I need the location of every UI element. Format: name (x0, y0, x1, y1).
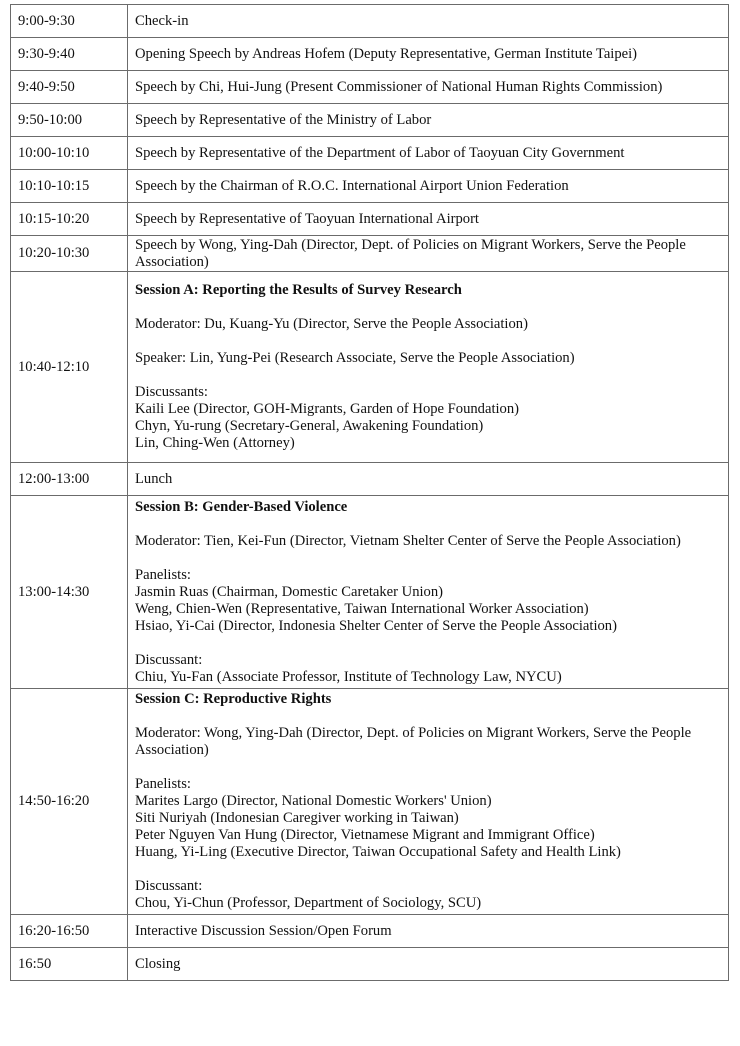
agenda-row (11, 915, 729, 948)
time-cell: 10:00-10:10 (11, 137, 128, 170)
time-cell: 9:00-9:30 (11, 5, 128, 38)
description-cell: Speech by Wong, Ying-Dah (Director, Dept. of Policies on Migrant Workers, Serve the People Association) (128, 236, 729, 272)
description-cell: Interactive Discussion Session/Open Forum (128, 915, 729, 948)
session-c-details (128, 689, 729, 915)
session-a-row (11, 272, 729, 463)
description-cell: Speech by Representative of Taoyuan International Airport (128, 203, 729, 236)
time-cell: 9:30-9:40 (11, 38, 128, 71)
time-cell: 12:00-13:00 (11, 463, 128, 496)
session-b-panelist: Jasmin Ruas (Chairman, Domestic Caretaker Union) (135, 583, 444, 600)
agenda-table (10, 4, 729, 981)
session-b-discussant: Chiu, Yu-Fan (Associate Professor, Institute of Technology Law, NYCU) (135, 668, 562, 685)
session-a-discussant: Kaili Lee (Director, GOH-Migrants, Garden of Hope Foundation) (135, 401, 520, 417)
time-cell: 16:50 (11, 948, 128, 981)
session-c-discussant-label: Discussant: (135, 878, 203, 894)
session-c-row (11, 689, 729, 915)
session-a-speaker: Speaker: Lin, Yung-Pei (Research Associate, Serve the People Association) (135, 350, 575, 366)
agenda-row (11, 137, 729, 170)
time-cell: 10:15-10:20 (11, 203, 128, 236)
session-a-discussant: Chyn, Yu-rung (Secretary-General, Awakening Foundation) (135, 418, 484, 434)
session-b-discussant-label: Discussant: (135, 651, 203, 668)
time-cell: 16:20-16:50 (11, 915, 128, 948)
description-cell: Lunch (128, 463, 729, 496)
session-b-panelists-label: Panelists: (135, 566, 191, 583)
description-cell: Speech by Representative of the Department of Labor of Taoyuan City Government (128, 137, 729, 170)
agenda-row (11, 5, 729, 38)
agenda-row (11, 203, 729, 236)
session-c-panelist: Marites Largo (Director, National Domestic Workers' Union) (135, 793, 492, 809)
session-c-panelist: Huang, Yi-Ling (Executive Director, Taiwan Occupational Safety and Health Link) (135, 844, 621, 860)
time-cell: 9:50-10:00 (11, 104, 128, 137)
agenda-row (11, 948, 729, 981)
session-c-time: 14:50-16:20 (11, 689, 128, 915)
agenda-row (11, 71, 729, 104)
session-a-title: Session A: Reporting the Results of Survey Research (135, 282, 462, 298)
session-c-moderator: Moderator: Wong, Ying-Dah (Director, Dept. of Policies on Migrant Workers, Serve the People Association) (135, 725, 692, 758)
agenda-row (11, 463, 729, 496)
session-c-panelist: Peter Nguyen Van Hung (Director, Vietnamese Migrant and Immigrant Office) (135, 827, 595, 843)
session-c-panelists-label: Panelists: (135, 776, 191, 792)
session-b-time: 13:00-14:30 (11, 496, 128, 689)
description-cell: Speech by Chi, Hui-Jung (Present Commissioner of National Human Rights Commission) (128, 71, 729, 104)
time-cell: 9:40-9:50 (11, 71, 128, 104)
session-a-moderator: Moderator: Du, Kuang-Yu (Director, Serve the People Association) (135, 316, 528, 332)
session-b-title: Session B: Gender-Based Violence (135, 498, 348, 515)
session-a-time: 10:40-12:10 (11, 272, 128, 463)
time-cell: 10:20-10:30 (11, 236, 128, 272)
description-cell: Closing (128, 948, 729, 981)
session-a-discussants-label: Discussants: (135, 384, 208, 400)
description-cell: Speech by Representative of the Ministry of Labor (128, 104, 729, 137)
session-a-discussant: Lin, Ching-Wen (Attorney) (135, 435, 295, 451)
description-cell: Opening Speech by Andreas Hofem (Deputy Representative, German Institute Taipei) (128, 38, 729, 71)
session-c-discussant: Chou, Yi-Chun (Professor, Department of Sociology, SCU) (135, 895, 482, 911)
agenda-row (11, 104, 729, 137)
session-c-panelist: Siti Nuriyah (Indonesian Caregiver working in Taiwan) (135, 810, 459, 826)
time-cell: 10:10-10:15 (11, 170, 128, 203)
session-b-panelist: Weng, Chien-Wen (Representative, Taiwan International Worker Association) (135, 600, 589, 617)
description-cell: Check-in (128, 5, 729, 38)
agenda-row (11, 38, 729, 71)
session-b-details (128, 496, 729, 689)
session-b-moderator: Moderator: Tien, Kei-Fun (Director, Vietnam Shelter Center of Serve the People Association) (135, 532, 681, 549)
description-cell: Speech by the Chairman of R.O.C. International Airport Union Federation (128, 170, 729, 203)
session-a-details (128, 272, 729, 463)
agenda-row (11, 170, 729, 203)
session-b-row (11, 496, 729, 689)
agenda-row (11, 236, 729, 272)
session-b-panelist: Hsiao, Yi-Cai (Director, Indonesia Shelter Center of Serve the People Association) (135, 617, 617, 634)
session-c-title: Session C: Reproductive Rights (135, 691, 332, 707)
